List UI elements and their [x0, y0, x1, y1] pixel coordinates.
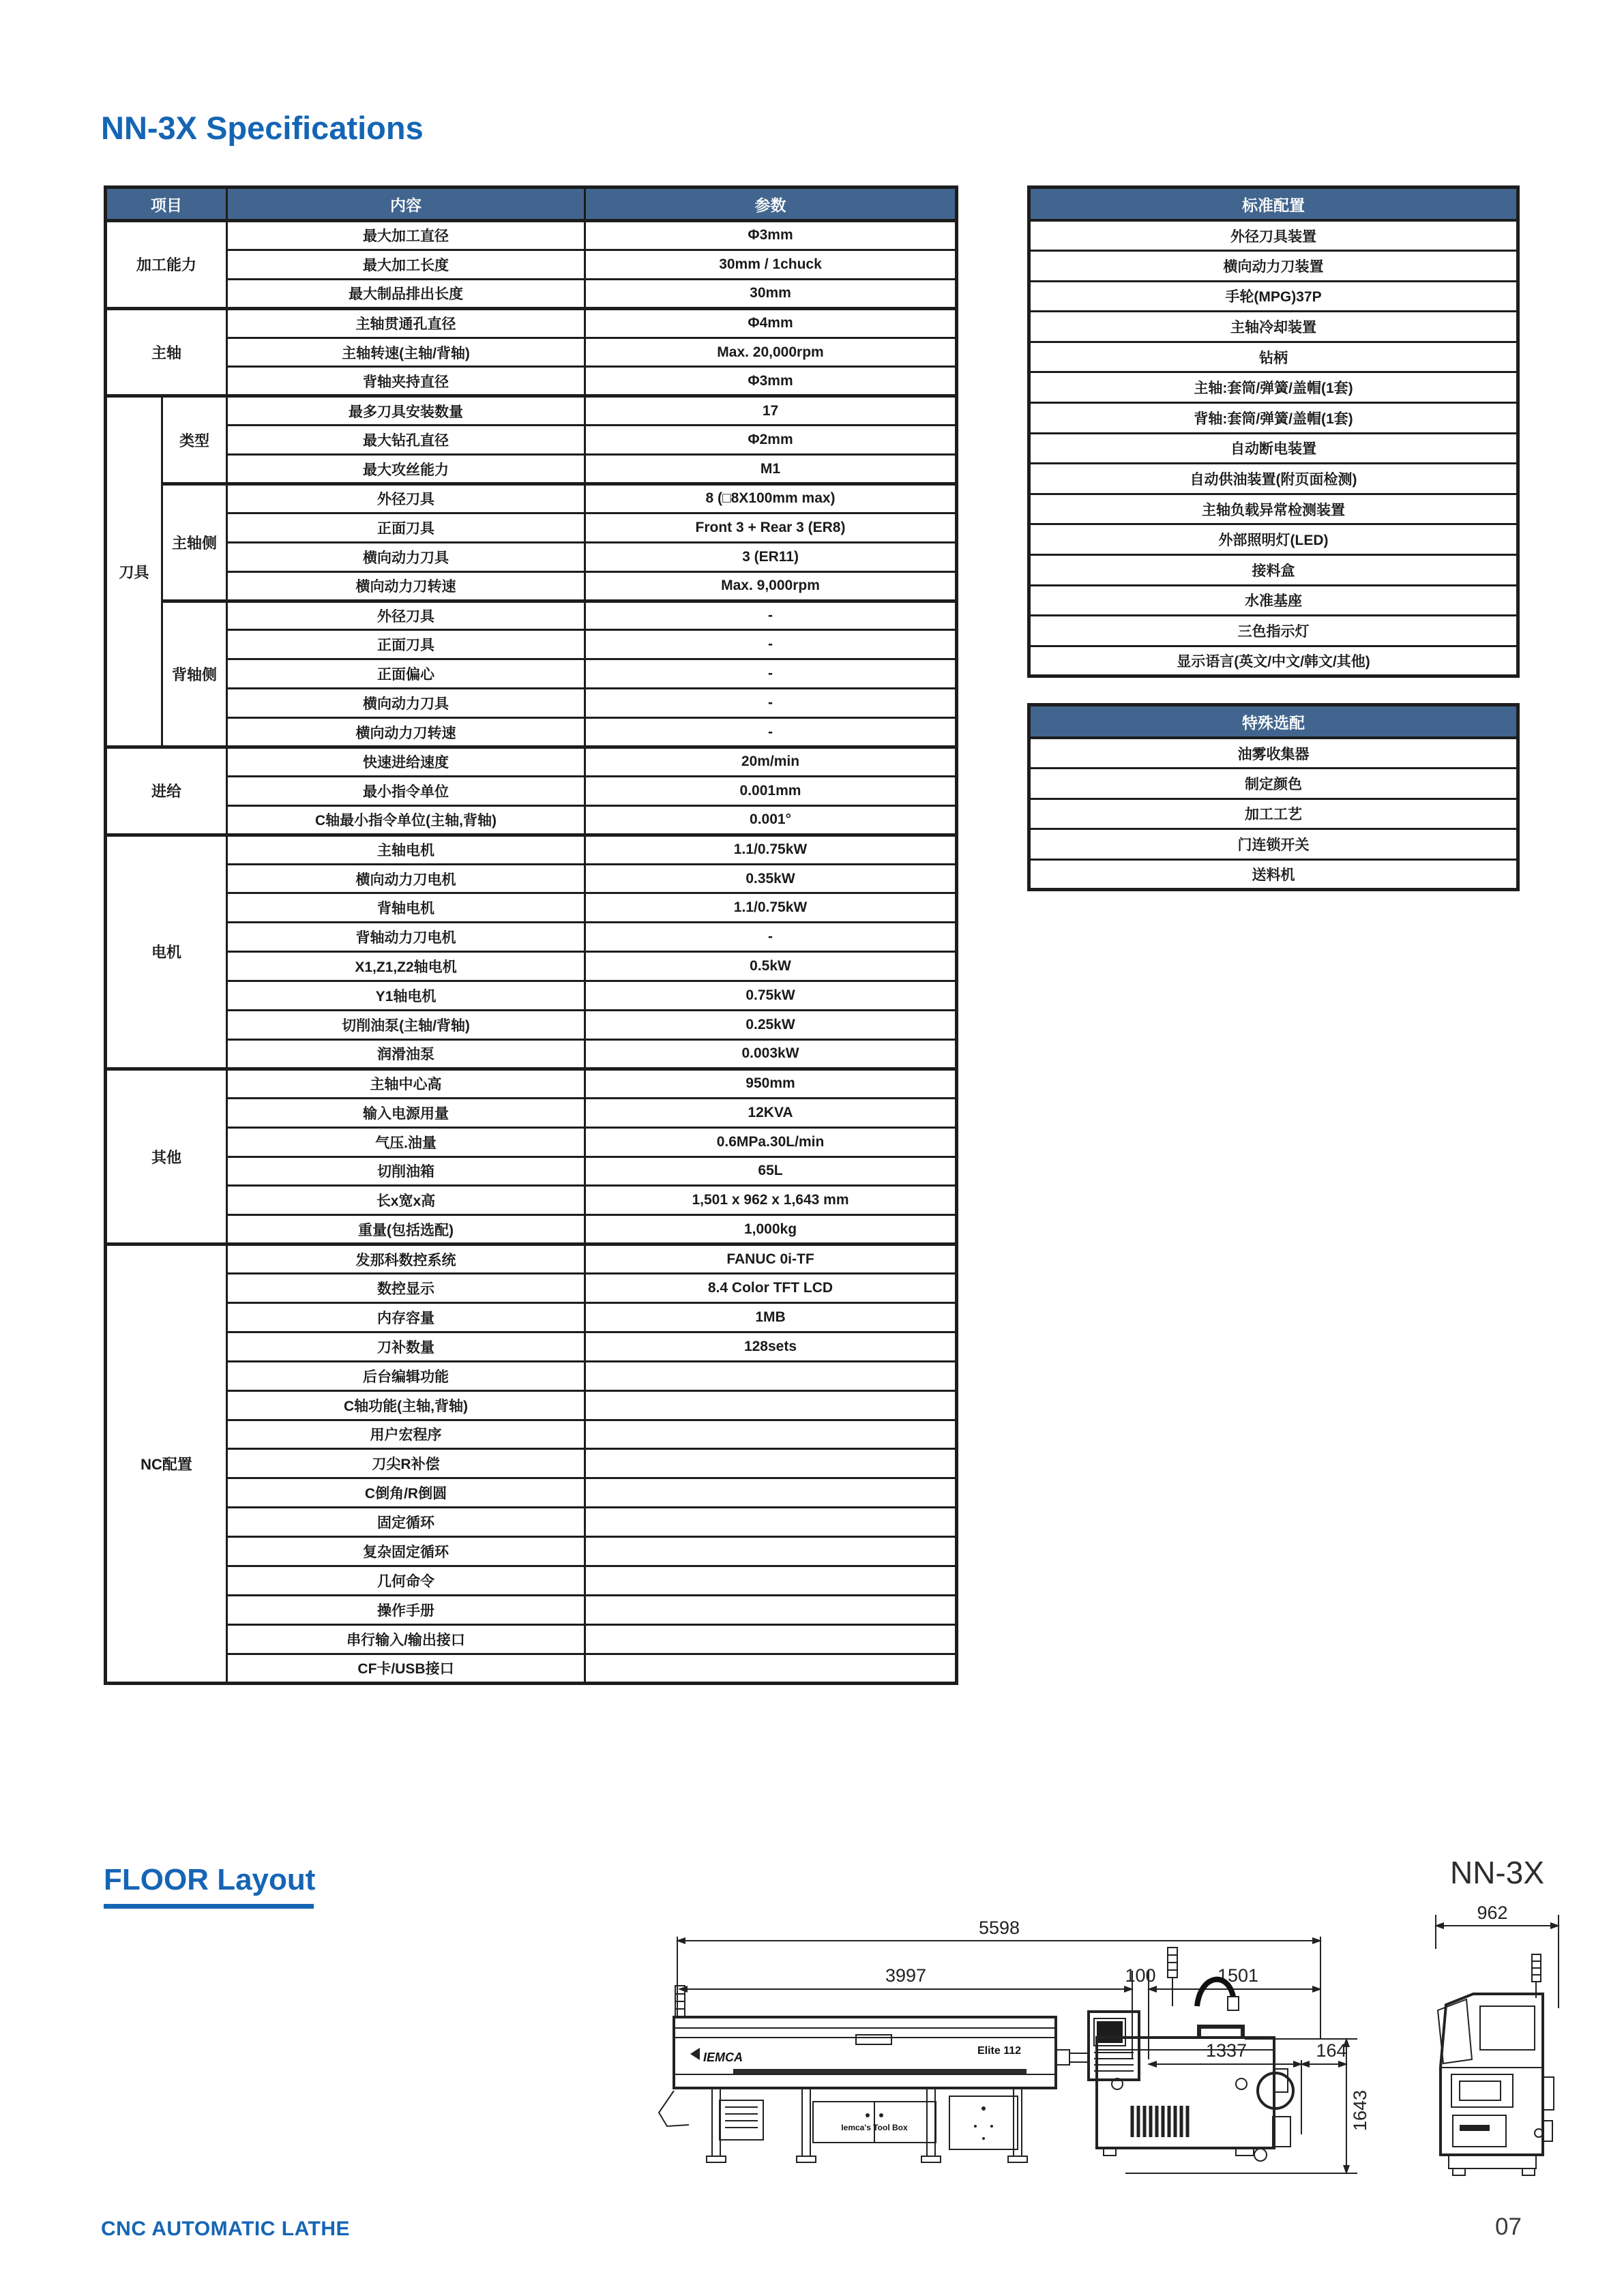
spec-param-cell: Max. 9,000rpm [585, 571, 957, 601]
spec-content-cell: 正面刀具 [227, 513, 585, 542]
spec-content-cell: 最小指令单位 [227, 776, 585, 805]
spec-header-item: 项目 [106, 188, 227, 221]
special-option-cell: 制定颜色 [1029, 769, 1518, 799]
spec-subgroup-label: 主轴侧 [162, 484, 227, 601]
spec-param-cell: FANUC 0i-TF [585, 1244, 957, 1274]
spec-param-cell: 3 (ER11) [585, 542, 957, 571]
spec-row [106, 689, 957, 718]
spec-content-cell: 后台编辑功能 [227, 1361, 585, 1390]
spec-content-cell: 主轴电机 [227, 835, 585, 864]
dim-total-length: 5598 [978, 1918, 1020, 1938]
spec-row [106, 1332, 957, 1361]
spec-group-label: 加工能力 [106, 221, 227, 309]
spec-param-cell [585, 1390, 957, 1420]
spec-row [106, 279, 957, 308]
spec-content-cell: 主轴贯通孔直径 [227, 308, 585, 338]
spec-row [106, 338, 957, 367]
spec-content-cell: 润滑油泵 [227, 1039, 585, 1069]
spec-param-cell: 1,000kg [585, 1215, 957, 1244]
spec-row [106, 571, 957, 601]
spec-content-cell: C轴最小指令单位(主轴,背轴) [227, 805, 585, 835]
spec-param-cell: - [585, 718, 957, 747]
standard-config-row [1029, 494, 1518, 524]
spec-param-cell: Front 3 + Rear 3 (ER8) [585, 513, 957, 542]
spec-row [106, 1390, 957, 1420]
standard-config-row [1029, 585, 1518, 616]
spec-content-cell: 串行输入/输出接口 [227, 1624, 585, 1654]
standard-config-table [1027, 185, 1520, 678]
spec-content-cell: 横向动力刀具 [227, 689, 585, 718]
special-option-cell: 加工工艺 [1029, 799, 1518, 829]
spec-param-cell: 0.001° [585, 805, 957, 835]
standard-config-row [1029, 312, 1518, 342]
spec-content-cell: 几何命令 [227, 1566, 585, 1595]
spec-content-cell: 重量(包括选配) [227, 1215, 585, 1244]
spec-param-cell: 0.75kW [585, 981, 957, 1011]
feeder-model-label: Elite 112 [977, 2045, 1022, 2057]
spec-param-cell [585, 1537, 957, 1566]
special-option-cell: 油雾收集器 [1029, 738, 1518, 769]
spec-content-cell: 复杂固定循环 [227, 1537, 585, 1566]
vent-slots [1132, 2106, 1187, 2137]
toolbox-label: Iemca's Tool Box [841, 2123, 908, 2132]
dim-gap: 100 [1125, 1965, 1156, 1986]
spec-row [106, 221, 957, 250]
spec-content-cell: CF卡/USB接口 [227, 1654, 585, 1683]
standard-config-cell: 钻柄 [1029, 342, 1518, 372]
spec-content-cell: 外径刀具 [227, 601, 585, 630]
spec-header-row [106, 188, 957, 221]
spec-row [106, 455, 957, 484]
spec-content-cell: 刀尖R补偿 [227, 1449, 585, 1478]
spec-content-cell: 固定循环 [227, 1508, 585, 1537]
spec-subgroup-label: 背轴侧 [162, 601, 227, 747]
special-option-row [1029, 738, 1518, 769]
spec-row [106, 776, 957, 805]
spec-group-label: 其他 [106, 1069, 227, 1244]
spec-row [106, 805, 957, 835]
standard-config-row [1029, 433, 1518, 464]
spec-content-cell: 主轴中心高 [227, 1069, 585, 1098]
dim-depth: 962 [1477, 1903, 1508, 1923]
spec-param-cell: 17 [585, 396, 957, 426]
spec-row [106, 835, 957, 864]
spec-param-cell: 0.35kW [585, 864, 957, 893]
standard-config-cell: 外部照明灯(LED) [1029, 524, 1518, 555]
standard-config-cell: 手轮(MPG)37P [1029, 281, 1518, 312]
spec-param-cell: 1.1/0.75kW [585, 835, 957, 864]
spec-param-cell: 0.6MPa.30L/min [585, 1127, 957, 1157]
standard-config-title: 标准配置 [1029, 188, 1518, 221]
spec-param-cell [585, 1449, 957, 1478]
spec-content-cell: 内存容量 [227, 1302, 585, 1332]
spec-content-cell: 主轴转速(主轴/背轴) [227, 338, 585, 367]
spec-row [106, 1098, 957, 1127]
special-option-cell: 送料机 [1029, 859, 1518, 890]
spec-row [106, 1449, 957, 1478]
spec-content-cell: 用户宏程序 [227, 1420, 585, 1449]
special-options-body [1029, 738, 1518, 890]
spec-param-cell: 128sets [585, 1332, 957, 1361]
spec-content-cell: 最大加工长度 [227, 250, 585, 279]
spec-param-cell [585, 1478, 957, 1508]
spec-content-cell: 输入电源用量 [227, 1098, 585, 1127]
standard-config-row [1029, 616, 1518, 646]
spec-row [106, 250, 957, 279]
spec-param-cell: 30mm [585, 279, 957, 308]
spec-param-cell [585, 1420, 957, 1449]
standard-config-cell: 外径刀具装置 [1029, 220, 1518, 251]
spec-content-cell: C倒角/R倒圆 [227, 1478, 585, 1508]
spec-param-cell: Max. 20,000rpm [585, 338, 957, 367]
standard-config-cell: 自动断电装置 [1029, 433, 1518, 464]
standard-config-row [1029, 524, 1518, 555]
spec-param-cell: 8.4 Color TFT LCD [585, 1274, 957, 1303]
standard-config-row [1029, 403, 1518, 434]
spec-param-cell: 0.25kW [585, 1011, 957, 1040]
special-options-title: 特殊选配 [1029, 705, 1518, 739]
standard-config-row [1029, 555, 1518, 586]
spec-table-body [106, 221, 957, 1684]
standard-config-cell: 背轴:套筒/弹簧/盖帽(1套) [1029, 403, 1518, 434]
spec-row [106, 630, 957, 659]
special-options-table [1027, 703, 1520, 891]
spec-content-cell: 操作手册 [227, 1595, 585, 1624]
spec-row [106, 367, 957, 396]
standard-config-body [1029, 220, 1518, 676]
spec-content-cell: 正面偏心 [227, 659, 585, 689]
spec-param-cell: 30mm / 1chuck [585, 250, 957, 279]
spec-row [106, 1302, 957, 1332]
spec-content-cell: 长x宽x高 [227, 1186, 585, 1215]
spec-row [106, 718, 957, 747]
spec-content-cell: X1,Z1,Z2轴电机 [227, 952, 585, 981]
dim-inner-length: 1337 [1205, 2040, 1247, 2061]
standard-config-row [1029, 372, 1518, 403]
spec-param-cell: 0.5kW [585, 952, 957, 981]
spec-row [106, 1127, 957, 1157]
standard-config-row [1029, 464, 1518, 494]
spec-content-cell: 数控显示 [227, 1274, 585, 1303]
bar-feeder-drawing [659, 1986, 1056, 2162]
special-option-row [1029, 799, 1518, 829]
standard-config-row [1029, 251, 1518, 282]
spec-content-cell: 横向动力刀电机 [227, 864, 585, 893]
spec-table [104, 185, 958, 1685]
standard-config-row [1029, 281, 1518, 312]
spec-row [106, 1274, 957, 1303]
spec-row [106, 542, 957, 571]
spec-param-cell: - [585, 659, 957, 689]
spec-content-cell: 最大制品排出长度 [227, 279, 585, 308]
spec-content-cell: 背轴夹持直径 [227, 367, 585, 396]
spec-param-cell [585, 1654, 957, 1683]
spec-param-cell: 0.001mm [585, 776, 957, 805]
spec-row [106, 1244, 957, 1274]
spec-param-cell: 8 (□8X100mm max) [585, 484, 957, 513]
front-view-drawing [1436, 1855, 1559, 2175]
spec-param-cell [585, 1624, 957, 1654]
spec-row [106, 981, 957, 1011]
spec-row [106, 1595, 957, 1624]
spec-param-cell: 1,501 x 962 x 1,643 mm [585, 1186, 957, 1215]
spec-param-cell: Φ3mm [585, 367, 957, 396]
spec-content-cell: 正面刀具 [227, 630, 585, 659]
standard-config-row [1029, 342, 1518, 372]
spec-content-cell: 快速进给速度 [227, 747, 585, 777]
dim-feeder-length: 3997 [885, 1965, 927, 1986]
standard-config-cell: 三色指示灯 [1029, 616, 1518, 646]
spec-content-cell: C轴功能(主轴,背轴) [227, 1390, 585, 1420]
spec-group-label: NC配置 [106, 1244, 227, 1683]
spec-row [106, 864, 957, 893]
spec-row [106, 513, 957, 542]
model-label: NN-3X [1449, 1855, 1545, 1890]
spec-group-label: 刀具 [106, 396, 162, 747]
footer-category-label: CNC AUTOMATIC LATHE [101, 2218, 351, 2240]
spec-row [106, 952, 957, 981]
spec-param-cell: 65L [585, 1157, 957, 1186]
page-title: NN-3X Specifications [101, 110, 424, 146]
spec-content-cell: 最大攻丝能力 [227, 455, 585, 484]
spec-param-cell: - [585, 689, 957, 718]
dimension-lines [677, 1918, 1370, 2173]
standard-config-cell: 主轴冷却装置 [1029, 312, 1518, 342]
spec-row [106, 1478, 957, 1508]
spec-row [106, 893, 957, 923]
floor-title-underline [104, 1904, 314, 1909]
spec-content-cell: 最大加工直径 [227, 221, 585, 250]
spec-row [106, 923, 957, 952]
spec-content-cell: 最大钻孔直径 [227, 426, 585, 455]
spec-row [106, 1508, 957, 1537]
spec-row [106, 1624, 957, 1654]
spec-content-cell: 最多刀具安装数量 [227, 396, 585, 426]
feeder-brand-label: IEMCA [703, 2051, 743, 2064]
standard-config-row [1029, 646, 1518, 676]
page-number: 07 [1495, 2213, 1522, 2240]
spec-row [106, 1186, 957, 1215]
machine-handle [1199, 2027, 1243, 2038]
spec-header-content: 内容 [227, 188, 585, 221]
spec-content-cell: 气压.油量 [227, 1127, 585, 1157]
spec-content-cell: 刀补数量 [227, 1332, 585, 1361]
spec-param-cell: 1MB [585, 1302, 957, 1332]
special-option-row [1029, 859, 1518, 890]
spec-param-cell [585, 1361, 957, 1390]
standard-config-cell: 主轴:套筒/弹簧/盖帽(1套) [1029, 372, 1518, 403]
spec-content-cell: 背轴动力刀电机 [227, 923, 585, 952]
spec-row [106, 1039, 957, 1069]
spec-param-cell: - [585, 923, 957, 952]
spec-row [106, 1157, 957, 1186]
spec-row [106, 1215, 957, 1244]
spec-subgroup-label: 类型 [162, 396, 227, 484]
spec-content-cell: 横向动力刀转速 [227, 571, 585, 601]
spec-row [106, 1566, 957, 1595]
spec-param-cell [585, 1508, 957, 1537]
spec-param-cell: - [585, 630, 957, 659]
spec-group-label: 电机 [106, 835, 227, 1069]
spec-row [106, 308, 957, 338]
spec-content-cell: 切削油箱 [227, 1157, 585, 1186]
special-option-row [1029, 829, 1518, 860]
floor-layout-drawing [655, 1834, 1616, 2189]
spec-param-cell [585, 1595, 957, 1624]
standard-config-row [1029, 220, 1518, 251]
spec-row [106, 426, 957, 455]
standard-config-cell: 接料盒 [1029, 555, 1518, 586]
dim-machine-length: 1501 [1217, 1965, 1259, 1986]
spec-content-cell: 横向动力刀具 [227, 542, 585, 571]
spec-content-cell: 切削油泵(主轴/背轴) [227, 1011, 585, 1040]
spec-row [106, 1361, 957, 1390]
special-option-cell: 门连锁开关 [1029, 829, 1518, 860]
spec-row [106, 1654, 957, 1683]
spec-param-cell: M1 [585, 455, 957, 484]
iemca-logo-icon [690, 2048, 700, 2060]
spec-param-cell: - [585, 601, 957, 630]
spec-content-cell: 发那科数控系统 [227, 1244, 585, 1274]
special-options-header-row [1029, 705, 1518, 739]
standard-config-cell: 水准基座 [1029, 585, 1518, 616]
spec-row [106, 484, 957, 513]
spec-row [106, 1420, 957, 1449]
spec-param-cell: 20m/min [585, 747, 957, 777]
spec-param-cell: 12KVA [585, 1098, 957, 1127]
spec-content-cell: 外径刀具 [227, 484, 585, 513]
spec-row [106, 396, 957, 426]
spec-param-cell: 1.1/0.75kW [585, 893, 957, 923]
spec-param-cell: Φ4mm [585, 308, 957, 338]
spec-group-label: 进给 [106, 747, 227, 835]
floor-layout-title: FLOOR Layout [104, 1863, 316, 1896]
spec-row [106, 747, 957, 777]
spec-row [106, 1537, 957, 1566]
spec-content-cell: Y1轴电机 [227, 981, 585, 1011]
standard-config-cell: 自动供油装置(附页面检测) [1029, 464, 1518, 494]
spec-row [106, 601, 957, 630]
spec-header-param: 参数 [585, 188, 957, 221]
spec-param-cell: Φ3mm [585, 221, 957, 250]
spec-row [106, 659, 957, 689]
standard-config-header-row [1029, 188, 1518, 221]
spec-param-cell: Φ2mm [585, 426, 957, 455]
dim-height: 1643 [1350, 2089, 1370, 2132]
spec-row [106, 1011, 957, 1040]
standard-config-cell: 横向动力刀装置 [1029, 251, 1518, 282]
spec-row [106, 1069, 957, 1098]
spec-group-label: 主轴 [106, 308, 227, 396]
spec-content-cell: 横向动力刀转速 [227, 718, 585, 747]
dim-offset: 164 [1316, 2040, 1347, 2061]
spec-param-cell: 0.003kW [585, 1039, 957, 1069]
spec-param-cell: 950mm [585, 1069, 957, 1098]
spec-param-cell [585, 1566, 957, 1595]
special-option-row [1029, 769, 1518, 799]
spec-content-cell: 背轴电机 [227, 893, 585, 923]
standard-config-cell: 主轴负载异常检测装置 [1029, 494, 1518, 524]
standard-config-cell: 显示语言(英文/中文/韩文/其他) [1029, 646, 1518, 676]
